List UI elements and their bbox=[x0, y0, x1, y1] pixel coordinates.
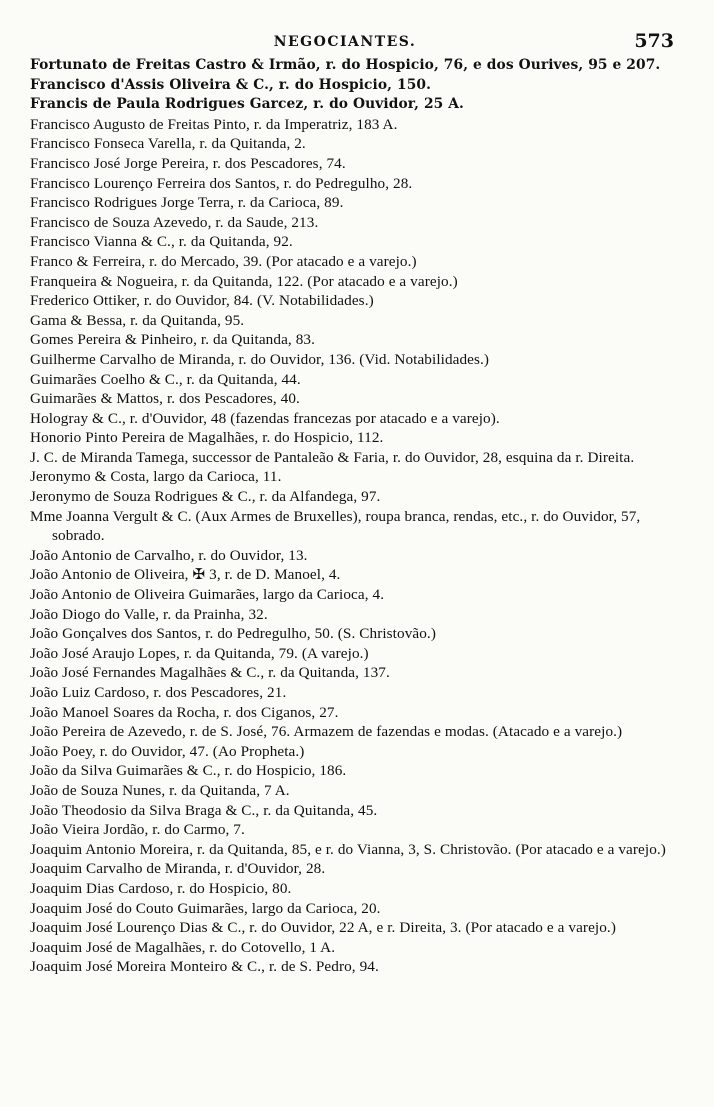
list-item: João Gonçalves dos Santos, r. do Pedregulho, 50. (S. Christovão.) bbox=[30, 625, 436, 643]
list-item: João Antonio de Oliveira, ✠ 3, r. de D. Manoel, 4. bbox=[30, 566, 341, 584]
list-item: Jeronymo & Costa, largo da Carioca, 11. bbox=[30, 468, 282, 486]
list-item: João José Fernandes Magalhães & C., r. da Quitanda, 137. bbox=[30, 664, 390, 682]
list-item: J. C. de Miranda Tamega, successor de Pantaleão & Faria, r. do Ouvidor, 28, esquina da r. Direita. bbox=[30, 448, 635, 466]
list-item: João Antonio de Oliveira Guimarães, largo da Carioca, 4. bbox=[30, 586, 385, 604]
list-item: Francisco Rodrigues Jorge Terra, r. da Carioca, 89. bbox=[30, 194, 344, 212]
list-item: Honorio Pinto Pereira de Magalhães, r. do Hospicio, 112. bbox=[30, 429, 384, 447]
list-item: Joaquim Antonio Moreira, r. da Quitanda, 85, e r. do Vianna, 3, S. Christovão. (Por atacado e a varejo.) bbox=[30, 840, 666, 858]
list-item: Francisco José Jorge Pereira, r. dos Pescadores, 74. bbox=[30, 154, 346, 172]
list-item: Francisco Augusto de Freitas Pinto, r. da Imperatriz, 183 A. bbox=[30, 115, 398, 133]
list-item: Guimarães & Mattos, r. dos Pescadores, 40. bbox=[30, 390, 300, 408]
page-header bbox=[30, 28, 690, 56]
list-item: Joaquim José do Couto Guimarães, largo da Carioca, 20. bbox=[30, 899, 381, 917]
merchant-list bbox=[30, 56, 690, 977]
list-item: Joaquim Dias Cardoso, r. do Hospicio, 80. bbox=[30, 879, 292, 897]
list-item: João de Souza Nunes, r. da Quitanda, 7 A. bbox=[30, 781, 290, 799]
list-item: João Diogo do Valle, r. da Prainha, 32. bbox=[30, 605, 268, 623]
list-item: Guimarães Coelho & C., r. da Quitanda, 44. bbox=[30, 370, 301, 388]
list-item: Joaquim José Moreira Monteiro & C., r. de S. Pedro, 94. bbox=[30, 958, 379, 976]
list-item: Jeronymo de Souza Rodrigues & C., r. da Alfandega, 97. bbox=[30, 488, 381, 506]
list-item: João José Araujo Lopes, r. da Quitanda, 79. (A varejo.) bbox=[30, 644, 369, 662]
list-item: Frederico Ottiker, r. do Ouvidor, 84. (V. Notabilidades.) bbox=[30, 292, 374, 310]
list-item: Gomes Pereira & Pinheiro, r. da Quitanda, 83. bbox=[30, 331, 315, 349]
list-item: Francisco Lourenço Ferreira dos Santos, r. do Pedregulho, 28. bbox=[30, 174, 413, 192]
list-item: Francisco de Souza Azevedo, r. da Saude, 213. bbox=[30, 213, 319, 231]
list-item: Francisco d'Assis Oliveira & C., r. do Hospicio, 150. bbox=[30, 76, 431, 93]
list-item: Franqueira & Nogueira, r. da Quitanda, 122. (Por atacado e a varejo.) bbox=[30, 272, 458, 290]
list-item: João Luiz Cardoso, r. dos Pescadores, 21. bbox=[30, 684, 287, 701]
list-item: João Poey, r. do Ouvidor, 47. (Ao Propheta.) bbox=[30, 742, 305, 760]
list-item: João da Silva Guimarães & C., r. do Hospicio, 186. bbox=[30, 762, 347, 780]
list-item: João Manoel Soares da Rocha, r. dos Ciganos, 27. bbox=[30, 703, 339, 721]
list-item: João Antonio de Carvalho, r. do Ouvidor, 13. bbox=[30, 546, 308, 564]
list-item: Mme Joanna Vergult & C. (Aux Armes de Bruxelles), roupa branca, rendas, etc., r. do Ouvidor, 57, sobrado. bbox=[30, 507, 641, 545]
list-item: Franco & Ferreira, r. do Mercado, 39. (Por atacado e a varejo.) bbox=[30, 252, 417, 270]
list-item: Fortunato de Freitas Castro & Irmão, r. do Hospicio, 76, e dos Ourives, 95 e 207. bbox=[30, 57, 661, 73]
list-item: João Vieira Jordão, r. do Carmo, 7. bbox=[30, 821, 245, 839]
list-item: Joaquim José de Magalhães, r. do Cotovello, 1 A. bbox=[30, 938, 336, 956]
page-number: 573 bbox=[634, 30, 674, 52]
list-item: João Pereira de Azevedo, r. de S. José, 76. Armazem de fazendas e modas. (Atacado e a varejo.) bbox=[30, 723, 623, 741]
list-item: Francisco Fonseca Varella, r. da Quitanda, 2. bbox=[30, 135, 306, 153]
list-item: Francis de Paula Rodrigues Garcez, r. do Ouvidor, 25 A. bbox=[30, 96, 464, 113]
list-item: Francisco Vianna & C., r. da Quitanda, 92. bbox=[30, 233, 293, 251]
running-head: NEGOCIANTES. bbox=[273, 34, 417, 50]
list-item: Joaquim José Lourenço Dias & C., r. do Ouvidor, 22 A, e r. Direita, 3. (Por atacado e a varejo.) bbox=[30, 919, 616, 937]
list-item: Gama & Bessa, r. da Quitanda, 95. bbox=[30, 311, 245, 329]
list-item: Hologray & C., r. d'Ouvidor, 48 (fazendas francezas por atacado e a varejo). bbox=[30, 409, 500, 427]
list-item: Guilherme Carvalho de Miranda, r. do Ouvidor, 136. (Vid. Notabilidades.) bbox=[30, 350, 490, 368]
list-item: João Theodosio da Silva Braga & C., r. da Quitanda, 45. bbox=[30, 801, 378, 819]
list-item: Joaquim Carvalho de Miranda, r. d'Ouvidor, 28. bbox=[30, 860, 326, 878]
